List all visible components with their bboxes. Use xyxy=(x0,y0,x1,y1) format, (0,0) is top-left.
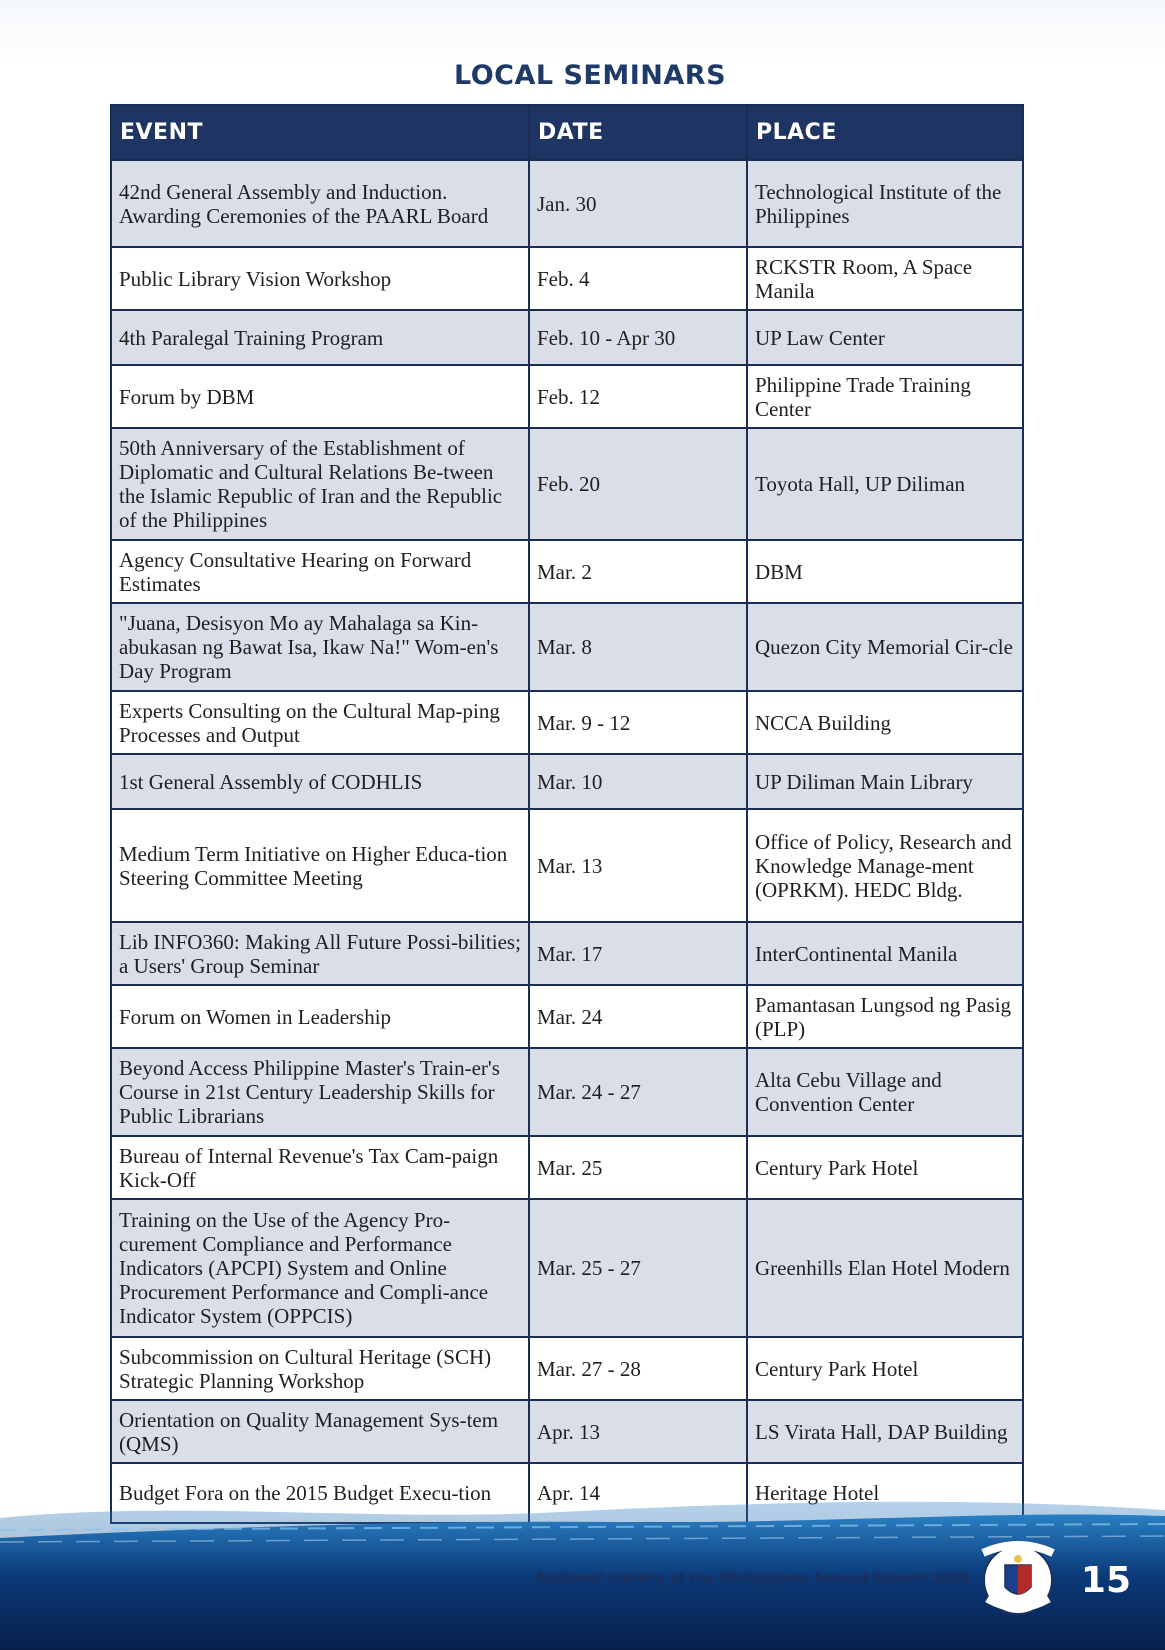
date-cell: Feb. 12 xyxy=(529,365,747,428)
footer-report-title: National Library of the Philippines Annual Report 2015 xyxy=(536,1571,970,1587)
date-cell: Mar. 27 - 28 xyxy=(529,1337,747,1400)
page-number: 15 xyxy=(1080,1560,1131,1601)
date-cell: Feb. 4 xyxy=(529,247,747,310)
event-cell: Beyond Access Philippine Master's Train-er's Course in 21st Century Leadership Skills for Public Librarians xyxy=(111,1048,529,1136)
column-header-event: EVENT xyxy=(111,105,529,160)
seminars-table xyxy=(110,104,1024,1524)
event-cell: Forum by DBM xyxy=(111,365,529,428)
event-cell: Experts Consulting on the Cultural Map-ping Processes and Output xyxy=(111,691,529,754)
event-cell: Forum on Women in Leadership xyxy=(111,985,529,1048)
date-cell: Apr. 14 xyxy=(529,1463,747,1523)
table-row xyxy=(111,1136,1023,1199)
event-cell: Subcommission on Cultural Heritage (SCH) Strategic Planning Workshop xyxy=(111,1337,529,1400)
event-cell: "Juana, Desisyon Mo ay Mahalaga sa Kin-abukasan ng Bawat Isa, Ikaw Na!" Wom-en's Day Program xyxy=(111,603,529,691)
place-cell: Alta Cebu Village and Convention Center xyxy=(747,1048,1023,1136)
place-cell: Century Park Hotel xyxy=(747,1337,1023,1400)
date-cell: Feb. 20 xyxy=(529,428,747,540)
place-cell: Pamantasan Lungsod ng Pasig (PLP) xyxy=(747,985,1023,1048)
event-cell: Agency Consultative Hearing on Forward Estimates xyxy=(111,540,529,603)
place-cell: UP Diliman Main Library xyxy=(747,754,1023,809)
place-cell: Technological Institute of the Philippines xyxy=(747,160,1023,247)
table-row xyxy=(111,809,1023,922)
table-row xyxy=(111,1337,1023,1400)
place-cell: Century Park Hotel xyxy=(747,1136,1023,1199)
table-row xyxy=(111,1199,1023,1337)
table-row xyxy=(111,310,1023,365)
page-title: LOCAL SEMINARS xyxy=(453,60,727,91)
table-row xyxy=(111,1400,1023,1463)
table-row xyxy=(111,247,1023,310)
national-library-seal-icon xyxy=(975,1535,1061,1621)
table-row xyxy=(111,1048,1023,1136)
place-cell: NCCA Building xyxy=(747,691,1023,754)
date-cell: Jan. 30 xyxy=(529,160,747,247)
table-row xyxy=(111,754,1023,809)
date-cell: Mar. 8 xyxy=(529,603,747,691)
event-cell: Bureau of Internal Revenue's Tax Cam-paign Kick-Off xyxy=(111,1136,529,1199)
event-cell: Training on the Use of the Agency Pro-curement Compliance and Performance Indicators (APCPI) System and Online Procurement Performance and Compli-ance Indicator System (OPPCIS) xyxy=(111,1199,529,1337)
date-cell: Mar. 17 xyxy=(529,922,747,985)
table-row xyxy=(111,985,1023,1048)
place-cell: RCKSTR Room, A Space Manila xyxy=(747,247,1023,310)
event-cell: Orientation on Quality Management Sys-tem (QMS) xyxy=(111,1400,529,1463)
table-row xyxy=(111,922,1023,985)
place-cell: Office of Policy, Research and Knowledge Manage-ment (OPRKM). HEDC Bldg. xyxy=(747,809,1023,922)
column-header-date: DATE xyxy=(529,105,747,160)
event-cell: 1st General Assembly of CODHLIS xyxy=(111,754,529,809)
column-header-place: PLACE xyxy=(747,105,1023,160)
place-cell: UP Law Center xyxy=(747,310,1023,365)
date-cell: Mar. 25 - 27 xyxy=(529,1199,747,1337)
date-cell: Mar. 10 xyxy=(529,754,747,809)
table-row xyxy=(111,365,1023,428)
event-cell: Budget Fora on the 2015 Budget Execu-tion xyxy=(111,1463,529,1523)
table-header-row xyxy=(111,105,1023,160)
place-cell: Greenhills Elan Hotel Modern xyxy=(747,1199,1023,1337)
date-cell: Mar. 24 - 27 xyxy=(529,1048,747,1136)
date-cell: Mar. 13 xyxy=(529,809,747,922)
event-cell: Public Library Vision Workshop xyxy=(111,247,529,310)
table-row xyxy=(111,691,1023,754)
place-cell: Quezon City Memorial Cir-cle xyxy=(747,603,1023,691)
table-row xyxy=(111,603,1023,691)
date-cell: Apr. 13 xyxy=(529,1400,747,1463)
date-cell: Mar. 25 xyxy=(529,1136,747,1199)
table-row xyxy=(111,428,1023,540)
table-row xyxy=(111,540,1023,603)
date-cell: Mar. 9 - 12 xyxy=(529,691,747,754)
place-cell: LS Virata Hall, DAP Building xyxy=(747,1400,1023,1463)
date-cell: Feb. 10 - Apr 30 xyxy=(529,310,747,365)
place-cell: DBM xyxy=(747,540,1023,603)
event-cell: Medium Term Initiative on Higher Educa-tion Steering Committee Meeting xyxy=(111,809,529,922)
place-cell: Toyota Hall, UP Diliman xyxy=(747,428,1023,540)
place-cell: Heritage Hotel xyxy=(747,1463,1023,1523)
event-cell: 50th Anniversary of the Establishment of Diplomatic and Cultural Relations Be-tween the Islamic Republic of Iran and the Republic of the Philippines xyxy=(111,428,529,540)
date-cell: Mar. 24 xyxy=(529,985,747,1048)
place-cell: InterContinental Manila xyxy=(747,922,1023,985)
event-cell: 4th Paralegal Training Program xyxy=(111,310,529,365)
place-cell: Philippine Trade Training Center xyxy=(747,365,1023,428)
event-cell: 42nd General Assembly and Induction. Awarding Ceremonies of the PAARL Board xyxy=(111,160,529,247)
table-row xyxy=(111,160,1023,247)
event-cell: Lib INFO360: Making All Future Possi-bilities; a Users' Group Seminar xyxy=(111,922,529,985)
date-cell: Mar. 2 xyxy=(529,540,747,603)
